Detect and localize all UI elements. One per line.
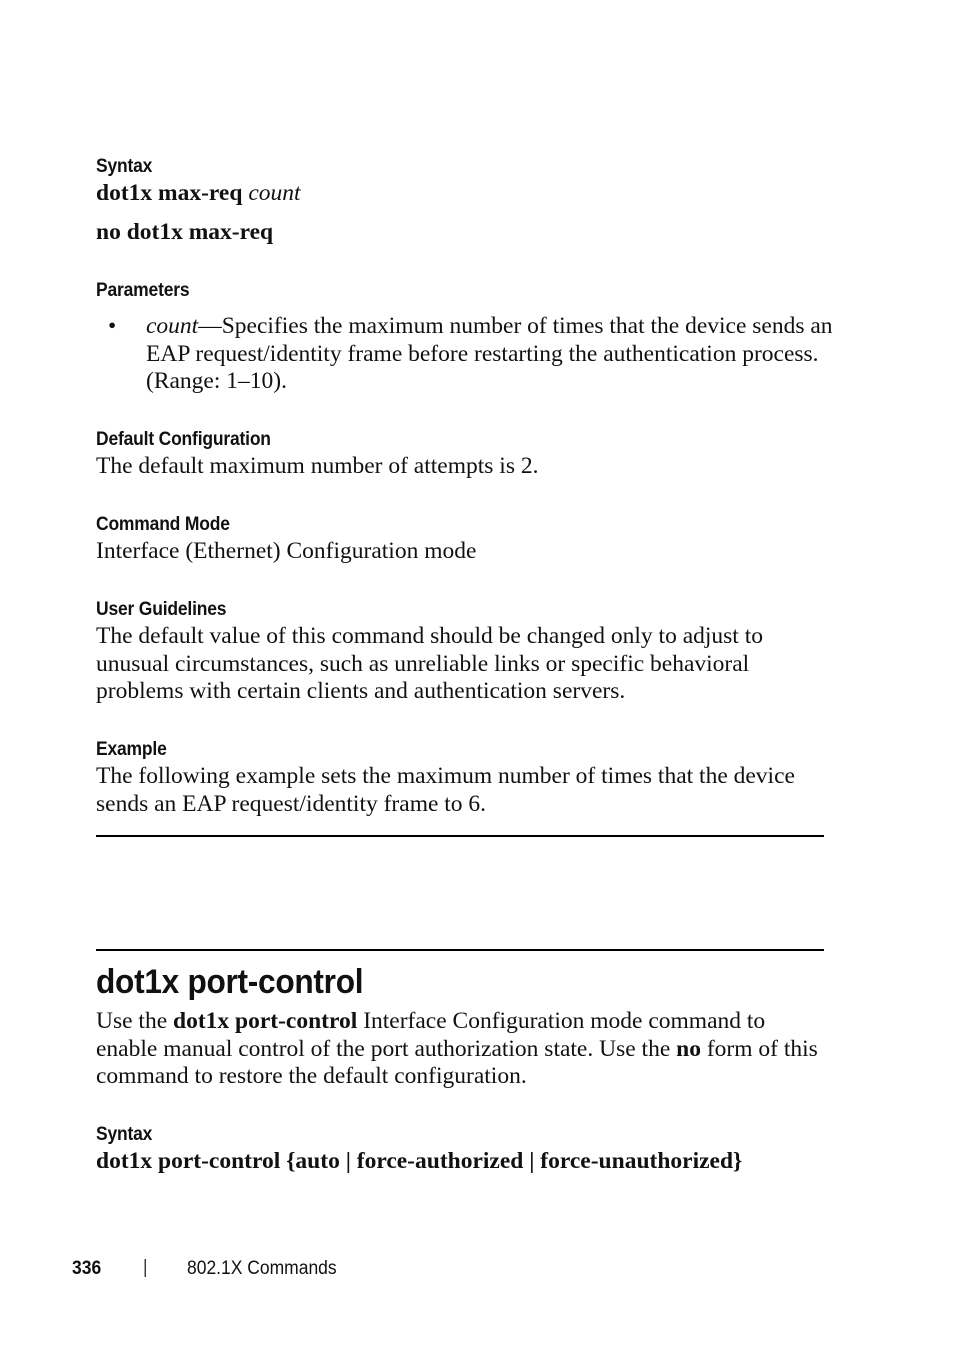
- parameter-line-2: EAP request/identity frame before restarting the authentication process.: [146, 340, 819, 367]
- page-number: 336: [72, 1258, 102, 1279]
- intro-line-1: [96, 1008, 818, 1036]
- syntax-command-keyword: dot1x max-req: [96, 180, 243, 206]
- command-mode-heading: Command Mode: [96, 514, 230, 535]
- guidelines-line-2: unusual circumstances, such as unreliable links or specific behavioral: [96, 650, 750, 677]
- example-line-1: The following example sets the maximum number of times that the device: [96, 763, 795, 789]
- syntax-heading-2: Syntax: [96, 1124, 153, 1145]
- intro-1a: Use the: [96, 1008, 174, 1034]
- intro-command-name: dot1x port-control: [173, 1008, 358, 1034]
- section-title: dot1x port-control: [96, 963, 364, 1001]
- user-guidelines-heading: User Guidelines: [96, 599, 227, 620]
- intro-line-3: command to restore the default configuration.: [96, 1063, 527, 1089]
- intro-line-2: [96, 1036, 818, 1064]
- section-start-rule: [96, 949, 824, 951]
- parameter-description: [146, 313, 833, 396]
- example-text: [96, 763, 795, 818]
- intro-2c: form of this: [700, 1035, 818, 1062]
- parameters-heading: Parameters: [96, 280, 190, 301]
- footer-separator: |: [143, 1257, 148, 1278]
- default-config-heading: Default Configuration: [96, 429, 271, 450]
- default-config-text: The default maximum number of attempts is 2.: [96, 453, 539, 479]
- parameter-line-1: [146, 313, 833, 341]
- guidelines-line-3: problems with certain clients and authentication servers.: [96, 678, 626, 704]
- parameter-name: count: [146, 313, 199, 339]
- parameter-desc-1: —Specifies the maximum number of times that the device sends an: [198, 313, 833, 339]
- command-mode-text: Interface (Ethernet) Configuration mode: [96, 538, 477, 564]
- syntax-command: [96, 180, 301, 208]
- chapter-name: 802.1X Commands: [187, 1258, 337, 1279]
- bullet: •: [108, 313, 117, 339]
- syntax-heading: Syntax: [96, 156, 153, 177]
- example-line-2: sends an EAP request/identity frame to 6.: [96, 790, 487, 817]
- guidelines-line-1: The default value of this command should be changed only to adjust to: [96, 623, 763, 649]
- example-heading: Example: [96, 739, 167, 760]
- section-intro: [96, 1008, 818, 1091]
- parameter-line-3: (Range: 1–10).: [146, 368, 287, 394]
- intro-1c: Interface Configuration mode command to: [357, 1008, 766, 1034]
- intro-2a: enable manual control of the port authorization state. Use the: [96, 1035, 677, 1062]
- section-end-rule: [96, 835, 824, 837]
- user-guidelines-text: [96, 623, 763, 706]
- intro-no-keyword: no: [676, 1035, 701, 1062]
- syntax-no-command: no dot1x max-req: [96, 219, 274, 245]
- syntax-command-2: dot1x port-control {auto | force-authorized | force-unauthorized}: [96, 1148, 743, 1174]
- syntax-command-param: count: [248, 180, 301, 206]
